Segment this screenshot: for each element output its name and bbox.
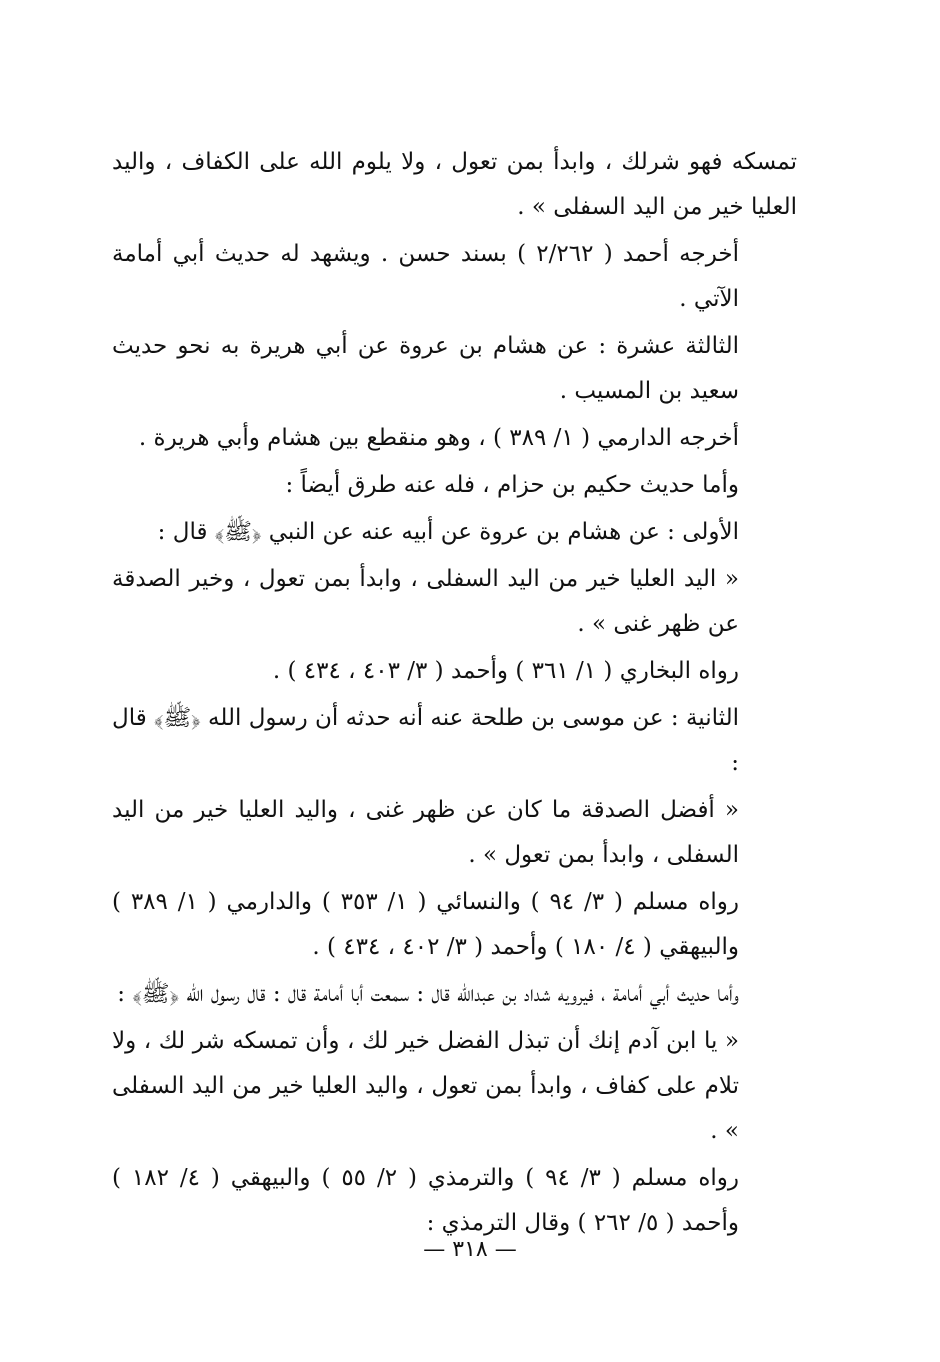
paragraph: رواه مسلم ( ٣/ ٩٤ ) والنسائي ( ١/ ٣٥٣ ) والدارمي ( ١/ ٣٨٩ ) والبيهقي ( ٤/ ١٨٠ ) وأحمد ( ٣/ ٤٠٢ ، ٤٣٤ ) . <box>112 889 739 960</box>
body-text <box>112 140 797 1246</box>
paragraph: رواه البخاري ( ١/ ٣٦١ ) وأحمد ( ٣/ ٤٠٣ ، ٤٣٤ ) . <box>272 658 739 684</box>
paragraph: أخرجه أحمد ( ٢/٢٦٢ ) بسند حسن . ويشهد له حديث أبي أمامة الآتي . <box>112 241 739 312</box>
paragraph: الثالثة عشرة : عن هشام بن عروة عن أبي هريرة به نحو حديث سعيد بن المسيب . <box>112 333 739 404</box>
paragraph: الثانية : عن موسى بن طلحة عنه أنه حدثه أن رسول الله ﴿ﷺ﴾ قال : <box>112 705 739 776</box>
paragraph: « أفضل الصدقة ما كان عن ظهر غنى ، واليد العليا خير من اليد السفلى ، وابدأ بمن تعول » . <box>112 797 739 868</box>
page-number: — ٣١٨ — <box>423 1237 517 1262</box>
paragraph: وأما حديث أبي أمامة ، فيرويه شداد بن عبدالله قال : سمعت أبا أمامة قال : قال رسول الله ﴿ﷺ﴾ : <box>117 981 739 1007</box>
paragraph: الأولى : عن هشام بن عروة عن أبيه عنه عن النبي ﴿ﷺ﴾ قال : <box>157 519 739 545</box>
paragraph: « يا ابن آدم إنك أن تبذل الفضل خير لك ، وأن تمسكه شر لك ، ولا تلام على كفاف ، وابدأ بمن تعول ، واليد العليا خير من اليد السفلى » . <box>112 1028 739 1144</box>
paragraph: رواه مسلم ( ٣/ ٩٤ ) والترمذي ( ٢/ ٥٥ ) والبيهقي ( ٤/ ١٨٢ ) وأحمد ( ٥/ ٢٦٢ ) وقال الترمذي : <box>112 1165 739 1236</box>
paragraph: تمسكه فهو شرلك ، وابدأ بمن تعول ، ولا يلوم الله على الكفاف ، واليد العليا خير من اليد السفلى » . <box>112 149 797 220</box>
paragraph: أخرجه الدارمي ( ١/ ٣٨٩ ) ، وهو منقطع بين هشام وأبي هريرة . <box>138 425 739 451</box>
paragraph: « اليد العليا خير من اليد السفلى ، وابدأ بمن تعول ، وخير الصدقة عن ظهر غنى » . <box>112 566 739 637</box>
paragraph: وأما حديث حكيم بن حزام ، فله عنه طرق أيضاً : <box>285 472 739 498</box>
